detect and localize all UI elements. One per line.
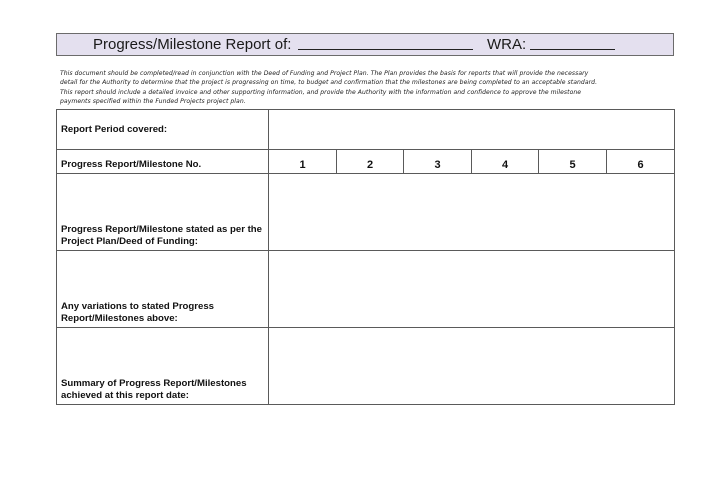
- milestone-2-header: 2: [337, 150, 404, 174]
- summary-row: [57, 328, 675, 405]
- milestone-3-header: 3: [404, 150, 472, 174]
- instructions-line: payments specified within the Funded Projects project plan.: [60, 98, 246, 106]
- summary-label: Summary of Progress Report/Milestones achieved at this report date:: [57, 328, 269, 405]
- milestone-5-header: 5: [539, 150, 607, 174]
- stated-milestone-field[interactable]: [269, 174, 675, 251]
- milestone-6-header: 6: [607, 150, 675, 174]
- wra-field[interactable]: [530, 34, 615, 55]
- milestone-1-header: 1: [269, 150, 337, 174]
- milestone-report-table: [56, 109, 675, 405]
- instructions-line: This document should be completed/read in conjunction with the Deed of Funding and Project Plan. The Plan provides the basis for reports that will provide the necessary: [60, 70, 589, 77]
- stated-milestone-row: [57, 174, 675, 251]
- report-of-label: Progress/Milestone Report of:: [93, 36, 292, 53]
- instructions-line: detail for the Authority to determine that the project is progressing on time, to budget and confirmation that the milestones are being completed to an acceptable standard.: [60, 79, 598, 87]
- variations-label: Any variations to stated Progress Report/Milestones above:: [57, 251, 269, 328]
- report-period-field[interactable]: [269, 110, 675, 150]
- summary-field[interactable]: [269, 328, 675, 405]
- instructions-paragraph: [60, 69, 672, 107]
- report-title-banner: [56, 33, 674, 56]
- variations-field[interactable]: [269, 251, 675, 328]
- wra-label: WRA:: [487, 36, 527, 53]
- stated-milestone-label: Progress Report/Milestone stated as per the Project Plan/Deed of Funding:: [57, 174, 269, 251]
- report-period-label: Report Period covered:: [57, 110, 269, 150]
- instructions-line: This report should include a detailed invoice and other supporting information, and provide the Authority with the information and confidence to approve the milestone: [60, 88, 582, 96]
- milestone-number-label: Progress Report/Milestone No.: [57, 150, 269, 174]
- variations-row: [57, 251, 675, 328]
- report-period-row: [57, 110, 675, 150]
- milestone-number-row: [57, 150, 675, 174]
- milestone-4-header: 4: [472, 150, 539, 174]
- report-of-field[interactable]: [298, 34, 473, 55]
